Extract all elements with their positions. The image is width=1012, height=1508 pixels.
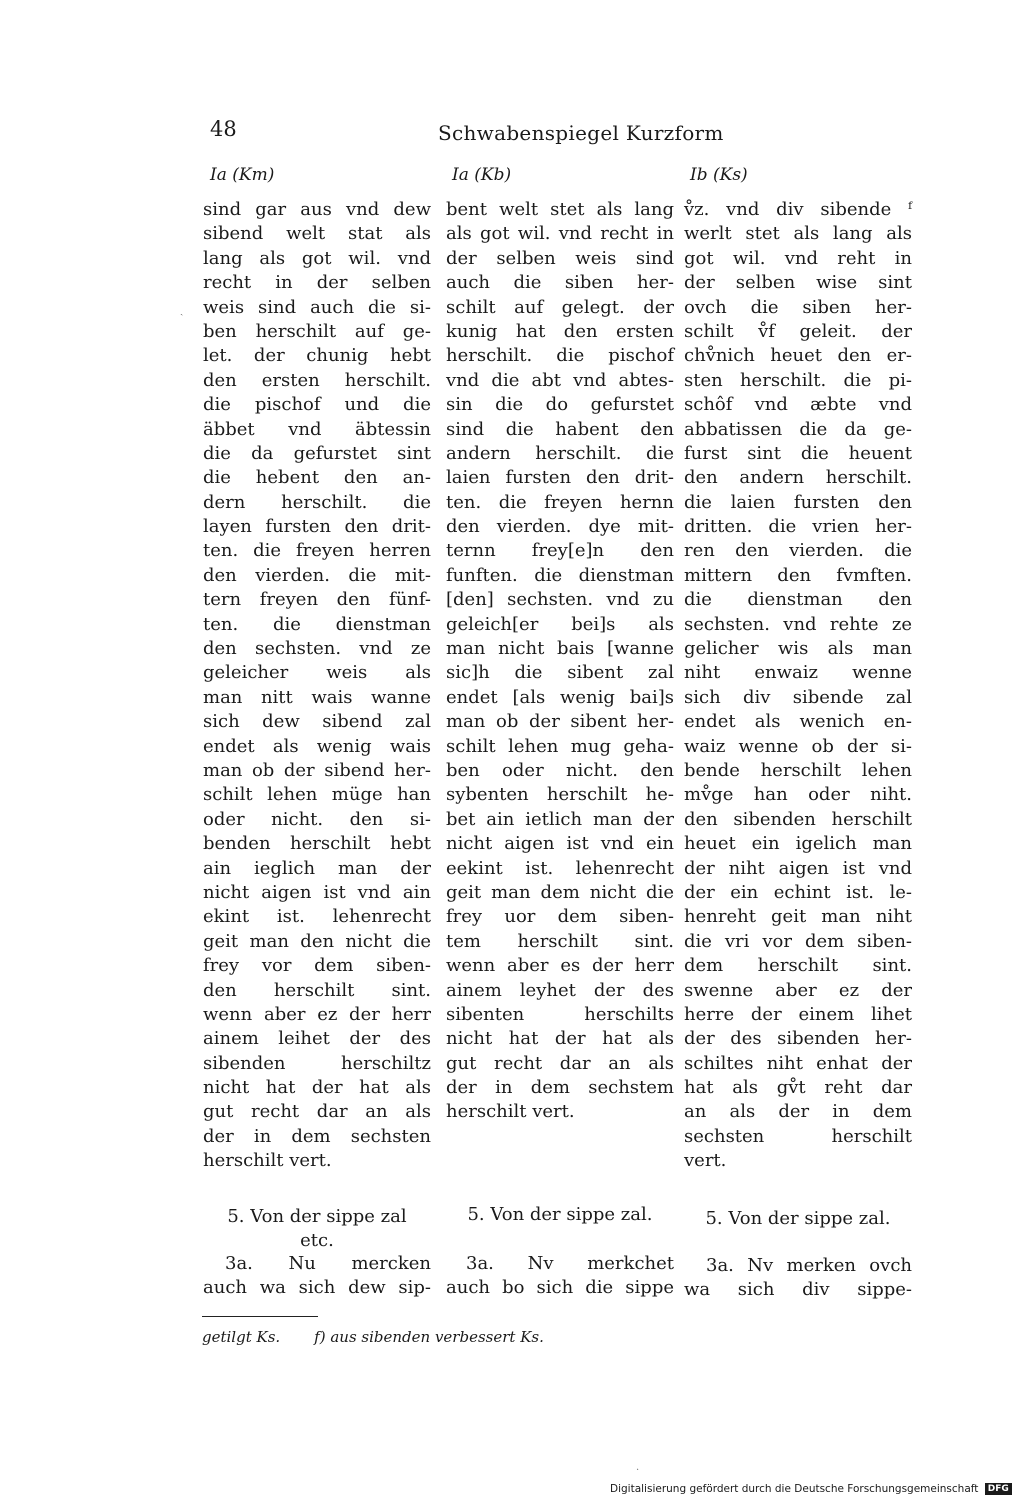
text-line: andern herschilt. die xyxy=(446,442,674,464)
text-line: wenn aber ez der herr xyxy=(203,1003,431,1025)
column-siglum-kb: Ia (Kb) xyxy=(452,165,512,185)
dfg-logo: DFG xyxy=(985,1483,1012,1495)
column-siglum-ks: Ib (Ks) xyxy=(690,165,748,185)
text-line: man ob der sibent her- xyxy=(446,711,674,733)
text-line: benden herschilt hebt xyxy=(203,833,431,855)
text-line: ainem leihet der des xyxy=(203,1028,431,1050)
text-line: sechsten herschilt xyxy=(684,1125,912,1147)
text-line: bent welt stet als lang xyxy=(446,199,674,220)
text-line: gut recht dar an als xyxy=(446,1052,674,1074)
text-line: die laien fursten den xyxy=(684,491,912,513)
chapter-heading-line: 5. Von der sippe zal. xyxy=(467,1204,653,1225)
text-line: got wil. vnd reht in xyxy=(684,247,912,269)
text-line: dem herschilt sint. xyxy=(684,955,912,977)
text-line: kunig hat den ersten xyxy=(446,320,674,342)
running-title: Schwabenspiegel Kurzform xyxy=(438,121,724,145)
text-line: furst sint die heuent xyxy=(684,442,912,464)
text-line: bende herschilt lehen xyxy=(684,759,912,781)
text-line: schilt lehen müge han xyxy=(203,784,431,806)
text-line: sich div sibende zal xyxy=(684,686,912,708)
text-line: die da gefurstet sint xyxy=(203,442,431,464)
text-line: die vri vor dem siben- xyxy=(684,930,912,952)
text-line: vnd die abt vnd abtes- xyxy=(446,369,674,391)
text-line: geleicher weis als xyxy=(203,662,431,684)
text-line: recht in der selben xyxy=(203,272,431,294)
text-line: layen fursten den drit- xyxy=(203,516,431,538)
text-column-ks xyxy=(684,198,912,1174)
footnote-right: f) aus sibenden verbessert Ks. xyxy=(314,1328,544,1346)
credit-text: Digitalisierung gefördert durch die Deutsche Forschungsgemeinschaft xyxy=(610,1483,979,1495)
text-line: der in dem sechstem xyxy=(446,1077,674,1099)
text-line: frey vor dem siben- xyxy=(203,955,431,977)
text-line: tem herschilt sint. xyxy=(446,930,674,952)
text-line: ben oder nicht. den xyxy=(446,759,674,781)
text-line: als got wil. vnd recht in xyxy=(446,223,674,245)
text-line: den sechsten. vnd ze xyxy=(203,638,431,660)
text-line: laien fursten den drit- xyxy=(446,467,674,489)
text-line: endet als wenig wais xyxy=(203,735,431,757)
text-line: den sibenden herschilt xyxy=(684,808,912,830)
text-line: gut recht dar an als xyxy=(203,1101,431,1123)
text-line: herschilt vert. xyxy=(446,1101,575,1123)
text-line: vert. xyxy=(684,1150,727,1172)
text-line: sin die do gefurstet xyxy=(446,394,674,416)
text-line: ovch die siben her- xyxy=(684,296,912,318)
text-line: ternn frey[e]n den xyxy=(446,540,674,562)
text-line: sind die habent den xyxy=(446,418,674,440)
text-line: chv̊nich heuet den er- xyxy=(684,345,912,367)
continuation-kb xyxy=(446,1252,674,1300)
text-line: man nicht bais [wanne xyxy=(446,638,674,660)
text-line: henreht geit man niht xyxy=(684,906,912,928)
footnote xyxy=(202,1328,544,1346)
text-line: sibenten herschilts xyxy=(446,1003,674,1025)
text-line: lang als got wil. vnd xyxy=(203,247,431,269)
text-line: niht enwaiz wenne xyxy=(684,662,912,684)
text-line: abbatissen die da ge- xyxy=(684,418,912,440)
text-line: schilt v̊f geleit. der xyxy=(684,320,912,342)
text-line: wenn aber es der herr xyxy=(446,955,674,977)
text-line: schilt auf gelegt. der xyxy=(446,296,674,318)
continuation-km xyxy=(203,1252,431,1300)
text-line: auch die siben her- xyxy=(446,272,674,294)
text-line: nicht hat der hat als xyxy=(203,1077,431,1099)
text-line: sibend welt stat als xyxy=(203,223,431,245)
text-line: nicht aigen ist vnd ain xyxy=(203,881,431,903)
text-line: eekint ist. lehenrecht xyxy=(446,857,674,879)
text-line: den ersten herschilt. xyxy=(203,369,431,391)
continuation-line: 3a. Nv merken ovch xyxy=(706,1255,912,1276)
text-line: sich dew sibend zal xyxy=(203,711,431,733)
text-line: mittern den fvmften. xyxy=(684,564,912,586)
continuation-line: auch wa sich dew sip- xyxy=(203,1277,431,1298)
continuation-line: 3a. Nu mercken xyxy=(225,1253,431,1274)
page-speck: . xyxy=(636,1462,640,1473)
text-line: man ob der sibend her- xyxy=(203,759,431,781)
text-line: bet ain ietlich man der xyxy=(446,808,674,830)
text-line: dritten. die vrien her- xyxy=(684,516,912,538)
text-line: herre der einem lihet xyxy=(684,1003,912,1025)
text-line: der niht aigen ist vnd xyxy=(684,857,912,879)
text-line: an als der in dem xyxy=(684,1101,912,1123)
text-line: sechsten. vnd rehte ze xyxy=(684,613,912,635)
text-line: den herschilt sint. xyxy=(203,979,431,1001)
text-line: die hebent den an- xyxy=(203,467,431,489)
text-line: geit man den nicht die xyxy=(203,930,431,952)
text-line: ten. die freyen hernn xyxy=(446,491,674,513)
text-line: gelicher wis als man xyxy=(684,638,912,660)
chapter-heading-line: etc. xyxy=(300,1230,334,1251)
text-line: sibenden herschiltz xyxy=(203,1052,431,1074)
text-line: sind gar aus vnd dew xyxy=(203,199,431,220)
text-line: nicht hat der hat als xyxy=(446,1028,674,1050)
chapter-heading-km xyxy=(203,1205,431,1253)
page-number: 48 xyxy=(210,117,237,141)
text-line: ten. die freyen herren xyxy=(203,540,431,562)
text-column-km xyxy=(203,198,431,1174)
text-line: der selben weis sind xyxy=(446,247,674,269)
chapter-heading-kb xyxy=(446,1203,674,1227)
continuation-ks xyxy=(684,1254,912,1302)
text-line: den vierden. die mit- xyxy=(203,564,431,586)
margin-speck: ˎ xyxy=(180,305,184,316)
text-line: nicht aigen ist vnd ein xyxy=(446,833,674,855)
text-line: geleich[er bei]s als xyxy=(446,613,674,635)
footnote-left: getilgt Ks. xyxy=(202,1328,281,1346)
text-line: schôf vnd æbte vnd xyxy=(684,394,912,416)
text-line: werlt stet als lang als xyxy=(684,223,912,245)
text-line: äbbet vnd äbtessin xyxy=(203,418,431,440)
text-line: [den] sechsten. vnd zu xyxy=(446,589,674,611)
chapter-heading-line: 5. Von der sippe zal. xyxy=(705,1208,891,1229)
text-line: der in dem sechsten xyxy=(203,1125,431,1147)
continuation-line: auch bo sich die sippe xyxy=(446,1277,674,1298)
text-line: geit man dem nicht die xyxy=(446,881,674,903)
text-line: frey uor dem siben- xyxy=(446,906,674,928)
text-line: den andern herschilt. xyxy=(684,467,912,489)
text-line: schiltes niht enhat der xyxy=(684,1052,912,1074)
text-line: ainem leyhet der des xyxy=(446,979,674,1001)
text-line: die pischof und die xyxy=(203,394,431,416)
text-line: der selben wise sint xyxy=(684,272,912,294)
text-line: herschilt. die pischof xyxy=(446,345,674,367)
text-line: swenne aber ez der xyxy=(684,979,912,1001)
text-line: ten. die dienstman xyxy=(203,613,431,635)
text-line: sybenten herschilt he- xyxy=(446,784,674,806)
text-line: weis sind auch die si- xyxy=(203,296,431,318)
text-line: ren den vierden. die xyxy=(684,540,912,562)
text-line: der ein echint ist. le- xyxy=(684,881,912,903)
text-line: dern herschilt. die xyxy=(203,491,431,513)
text-line: waiz wenne ob der si- xyxy=(684,735,912,757)
text-line: herschilt vert. xyxy=(203,1150,332,1172)
text-line: den vierden. dye mit- xyxy=(446,516,674,538)
text-line: tern freyen den fünf- xyxy=(203,589,431,611)
digitization-credit xyxy=(610,1483,1012,1495)
text-line: funften. die dienstman xyxy=(446,564,674,586)
text-line: endet als wenich en- xyxy=(684,711,912,733)
text-line: schilt lehen mug geha- xyxy=(446,735,674,757)
text-line: sic]h die sibent zal xyxy=(446,662,674,684)
text-line: ben herschilt auf ge- xyxy=(203,320,431,342)
continuation-line: 3a. Nv merkchet xyxy=(466,1253,674,1274)
text-line: ekint ist. lehenrecht xyxy=(203,906,431,928)
text-line: oder nicht. den si- xyxy=(203,808,431,830)
text-line: heuet ein igelich man xyxy=(684,833,912,855)
text-line: mv̊ge han oder niht. xyxy=(684,784,912,806)
chapter-heading-line: 5. Von der sippe zal xyxy=(227,1206,407,1227)
text-line: sten herschilt. die pi- xyxy=(684,369,912,391)
text-line: endet [als wenig bai]s xyxy=(446,686,674,708)
text-line: v̊z. vnd div sibende ᶠ xyxy=(684,199,912,220)
text-line: let. der chunig hebt xyxy=(203,345,431,367)
footnote-rule xyxy=(202,1316,318,1317)
chapter-heading-ks xyxy=(684,1207,912,1231)
column-siglum-km: Ia (Km) xyxy=(210,165,275,185)
text-line: der des sibenden her- xyxy=(684,1028,912,1050)
text-line: hat als gv̊t reht dar xyxy=(684,1077,912,1099)
text-column-kb xyxy=(446,198,674,1125)
text-line: man nitt wais wanne xyxy=(203,686,431,708)
text-line: ain ieglich man der xyxy=(203,857,431,879)
continuation-line: wa sich div sippe- xyxy=(684,1279,912,1300)
text-line: die dienstman den xyxy=(684,589,912,611)
